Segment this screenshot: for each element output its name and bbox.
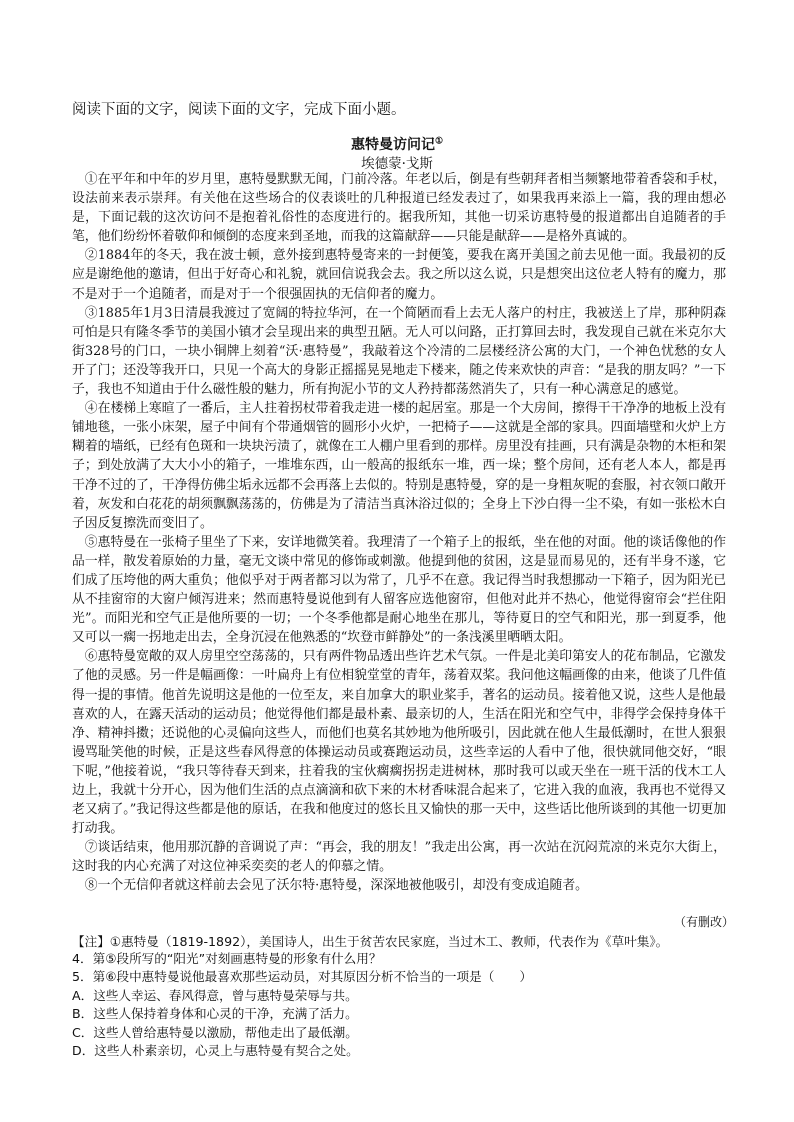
paragraph-8: ⑧一个无信仰者就这样前去会见了沃尔特·惠特曼，深深地被他吸引，却没有变成追随者。: [84, 878, 588, 894]
option-a: A．这些人幸运、春风得意，曾与惠特曼荣辱与共。: [72, 987, 358, 1003]
article-title: [0, 134, 794, 154]
paragraph-7: ⑦谈话结束，他用那沉静的音调说了声：“再会，我的朋友！”我走出公寓，再一次站在沉闷荒凉的米克尔大街上，这时我的内心充满了对这位神采奕奕的老人的仰慕之情。: [72, 840, 726, 875]
footnote: 【注】①惠特曼（1819-1892），美国诗人，出生于贫苦农民家庭，当过木工、教师，代表作为《草叶集》。: [72, 934, 669, 949]
paragraph-6: ⑥惠特曼宽敞的双人房里空空荡荡的，只有两件物品透出些许艺术气氛。一件是北美印第安人的花布制品，它激发了他的灵感。另一件是幅画像：一叶扁舟上有位相貌堂堂的青年，荡着双桨。我问他这幅画像的由来，他谈了几件值得一提的事情。他首先说明这是他的一位至友，来自加拿大的职业桨手，著名的运动员。接着他又说，这些人是他最喜欢的人，在露天活动的运动员；他觉得他们都是最朴素、最亲切的人，生活在阳光和空气中，非得学会保持身体干净、精神抖擞；还说他的心灵偏向这些人，而他们也莫名其妙地为他所吸引，因此就在他人生最低潮时，在世人狠狠谩骂耻笑他的时候，正是这些春风得意的体操运动员或赛跑运动员，这些幸运的人看中了他，很快就同他交好，“眼下呢，”他接着说，“我只等待春天到来，拄着我的宝伙瘸瘸拐拐走进树林，那时我可以或天坐在一班干活的伐木工人边上，我就十分开心，因为他们生活的点点滴滴和砍下来的木材香味混合起来了，它进入我的血液，我再也不觉得又老又病了。”我记得这些都是他的原话，在我和他度过的悠长且又愉快的那一天中，这些话比他所谈到的其他一切更加打动我。: [72, 649, 726, 837]
paragraph-1: ①在平年和中年的岁月里，惠特曼默默无闻，门前冷落。年老以后，倒是有些朝拜者相当频繁地带着香袋和手杖，设法前来表示崇拜。有关他在这些场合的仪表谈吐的几种报道已经发表过了，如果我再来添上一篇，我的理由想必是，下面记载的这次访问不是抱着礼俗性的态度进行的。据我所知，其他一切采访惠特曼的报道都出自追随者的手笔，他们纷纷怀着敬仰和倾倒的态度来到圣地，而我的这篇献辞——只能是献辞——是格外真诚的。: [72, 172, 726, 245]
paragraph-5: ⑤惠特曼在一张椅子里坐了下来，安详地微笑着。我理清了一个箱子上的报纸，坐在他的对面。他的谈话像他的作品一样，散发着原始的力量，毫无文谈中常见的修饰或刺激。他提到他的贫困，这是显而易见的，还有半身不遂，它们成了压垮他的两大重负；他似乎对于两者都习以为常了，几乎不在意。我记得当时我想挪动一下箱子，因为阳光已从不挂窗帘的大窗户倾泻进来；然而惠特曼说他到有人留客应选他窗帘，但他对此并不热心，他觉得窗帘会“拦住阳光”。而阳光和空气正是他所要的一切；一个冬季他都是耐心地坐在那儿，等待夏日的空气和阳光，那一到夏季，他又可以一瘸一拐地走出去，全身沉浸在他熟悉的“坎登市鲜静处”的一条浅溪里晒晒太阳。: [72, 534, 726, 646]
question-list: [72, 950, 762, 1060]
reading-instruction: 阅读下面的文字，阅读下面的文字，完成下面小题。: [72, 102, 406, 118]
source-note: （有删改）: [673, 915, 734, 929]
footnote-marker: ①: [434, 136, 444, 147]
option-d: D．这些人朴素亲切，心灵上与惠特曼有契合之处。: [72, 1043, 359, 1059]
paragraph-2: ②1884年的冬天，我在波士顿，意外接到惠特曼寄来的一封便笺，要我在离开美国之前去见他一面。我最初的反应是谢绝他的邀请，但出于好奇心和礼貌，就回信说我会去。我之所以这么说，只是想突出这位老人特有的魔力，那不是对于一个追随者，而是对于一个很强固执的无信仰者的魔力。: [72, 248, 726, 302]
option-b: B．这些人保持着身体和心灵的干净，充满了活力。: [72, 1006, 358, 1022]
article-title-text: 惠特曼访问记: [350, 137, 435, 153]
paragraph-3: ③1885年1月3日清晨我渡过了宽阔的特拉华河，在一个简陋而看上去无人落户的村庄，我被送上了岸，那种阴森可怕是只有隆冬季节的美国小镇才会呈现出来的典型丑陋。无人可以问路，正打算回去时，我发现自己就在米克尔大街328号的门口，一块小铜牌上刻着“沃·惠特曼”，我敲着这个冷清的二层楼经济公寓的大门，一个神色忧愁的女人开了门；还没等我开口，只见一个高大的身影正摇摇晃晃地走下楼来，随之传来欢快的声音：“是我的朋友吗？”一下子，我也不知道由于什么磁性般的魅力，所有拘泥小节的文人矜持都荡然消失了，只有一种心满意足的感觉。: [72, 305, 726, 398]
paragraph-4: ④在楼梯上寒暄了一番后，主人拄着拐杖带着我走进一楼的起居室。那是一个大房间，擦得干干净净的地板上没有铺地毯，一张小床架，屋子中间有个带通烟管的圆形小火炉，一把椅子——这就是全部的家具。四面墙壁和火炉上方糊着的墙纸，已经有色斑和一块块污渍了，就像在工人棚户里看到的那样。房里没有挂画，只有满是杂物的木柜和架子；到处放满了大大小小的箱子，一堆堆东西，山一般高的报纸东一堆，西一垛；整个房间，还有老人本人，都是再干净不过的了，干净得仿佛尘垢永远都不会再落上去似的。特别是惠特曼，穿的是一身粗灰呢的套服，衬衣领口敞开着，灰发和白花花的胡须飘飘荡荡的，仿佛是为了清洁当真沐浴过似的；全身上下沙白得一尘不染，有如一张松木白子因反复擦洗而变旧了。: [72, 401, 726, 531]
article-author: 埃德蒙·戈斯: [361, 156, 433, 172]
article-body: [72, 170, 726, 896]
question-4: 4．第⑤段所写的“阳光”对刻画惠特曼的形象有什么用？: [72, 951, 382, 966]
option-c: C．这些人曾给惠特曼以激励，帮他走出了最低潮。: [72, 1024, 358, 1040]
question-5: 5．第⑥段中惠特曼说他最喜欢那些运动员，对其原因分析不恰当的一项是（ ）: [72, 969, 533, 985]
